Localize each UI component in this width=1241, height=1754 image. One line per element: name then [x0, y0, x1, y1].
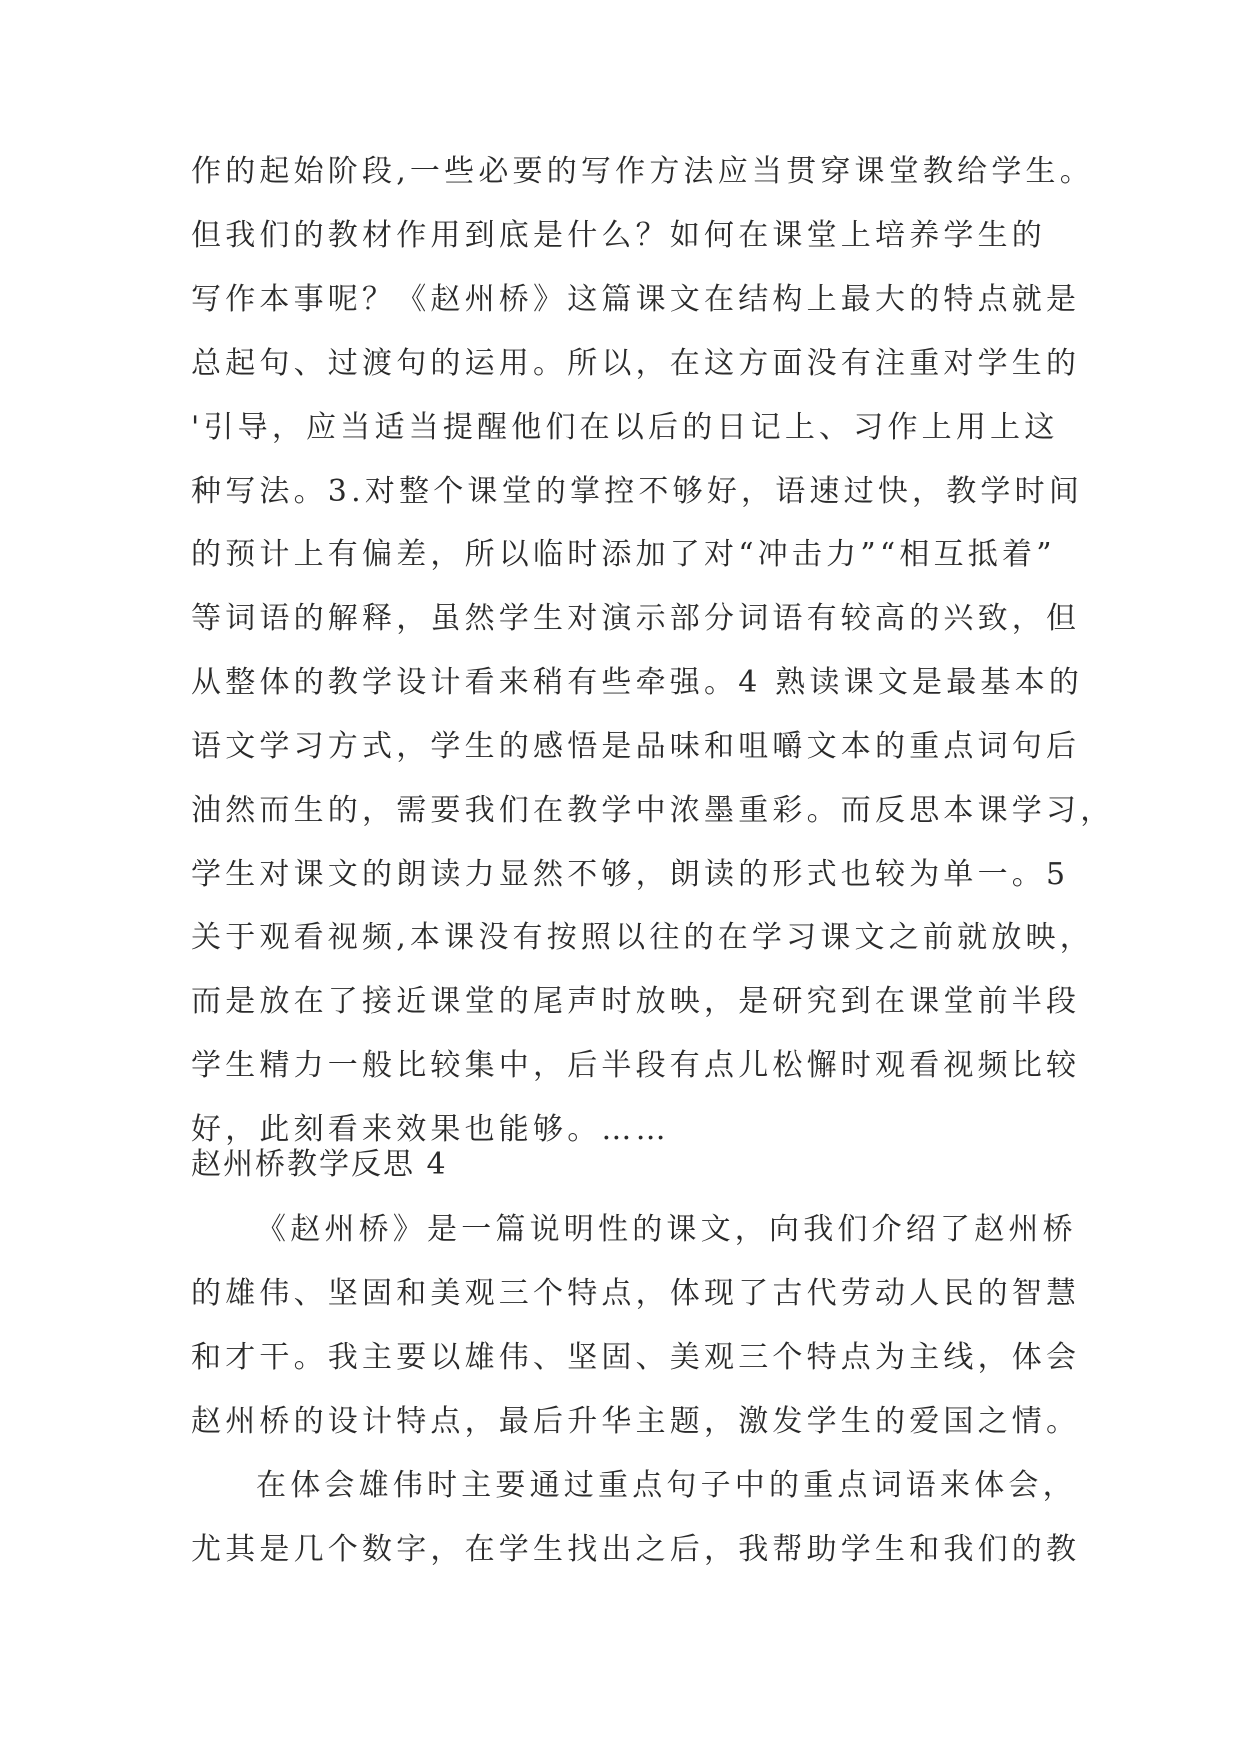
- paragraph-line: 种写法。3.对整个课堂的掌控不够好，语速过快，教学时间: [191, 474, 1084, 509]
- section-heading: 赵州桥教学反思 4: [191, 1147, 448, 1182]
- paragraph-line: 《赵州桥》是一篇说明性的课文，向我们介绍了赵州桥: [256, 1212, 1077, 1247]
- paragraph-line: '引导，应当适当提醒他们在以后的日记上、习作上用上这: [191, 410, 1059, 445]
- paragraph-line: 关于观看视频,本课没有按照以往的在学习课文之前就放映，: [191, 920, 1094, 955]
- paragraph-line: 的预计上有偏差，所以临时添加了对“冲击力”“相互抵着”: [191, 537, 1056, 572]
- paragraph-line: 写作本事呢？《赵州桥》这篇课文在结构上最大的特点就是: [191, 282, 1081, 317]
- paragraph-line: 作的起始阶段,一些必要的写作方法应当贯穿课堂教给学生。: [191, 154, 1094, 189]
- paragraph-line: 学生精力一般比较集中，后半段有点儿松懈时观看视频比较: [191, 1048, 1081, 1083]
- paragraph-line: 油然而生的，需要我们在教学中浓墨重彩。而反思本课学习，: [191, 793, 1115, 828]
- paragraph-line: 尤其是几个数字，在学生找出之后，我帮助学生和我们的教: [191, 1532, 1081, 1567]
- paragraph-line: 好，此刻看来效果也能够。……: [191, 1112, 670, 1147]
- paragraph-line: 等词语的解释，虽然学生对演示部分词语有较高的兴致，但: [191, 601, 1081, 636]
- paragraph-line: 总起句、过渡句的运用。所以，在这方面没有注重对学生的: [191, 346, 1081, 381]
- paragraph-line: 从整体的教学设计看来稍有些牵强。4 熟读课文是最基本的: [191, 665, 1084, 700]
- paragraph-line: 学生对课文的朗读力显然不够，朗读的形式也较为单一。5: [191, 857, 1070, 892]
- paragraph-line: 的雄伟、坚固和美观三个特点，体现了古代劳动人民的智慧: [191, 1276, 1081, 1311]
- paragraph-line: 赵州桥的设计特点，最后升华主题，激发学生的爱国之情。: [191, 1404, 1081, 1439]
- paragraph-line: 但我们的教材作用到底是什么？如何在课堂上培养学生的: [191, 218, 1046, 253]
- paragraph-line: 和才干。我主要以雄伟、坚固、美观三个特点为主线，体会: [191, 1340, 1081, 1375]
- paragraph-line: 在体会雄伟时主要通过重点句子中的重点词语来体会，: [256, 1468, 1077, 1503]
- paragraph-line: 语文学习方式，学生的感悟是品味和咀嚼文本的重点词句后: [191, 729, 1081, 764]
- paragraph-line: 而是放在了接近课堂的尾声时放映，是研究到在课堂前半段: [191, 984, 1081, 1019]
